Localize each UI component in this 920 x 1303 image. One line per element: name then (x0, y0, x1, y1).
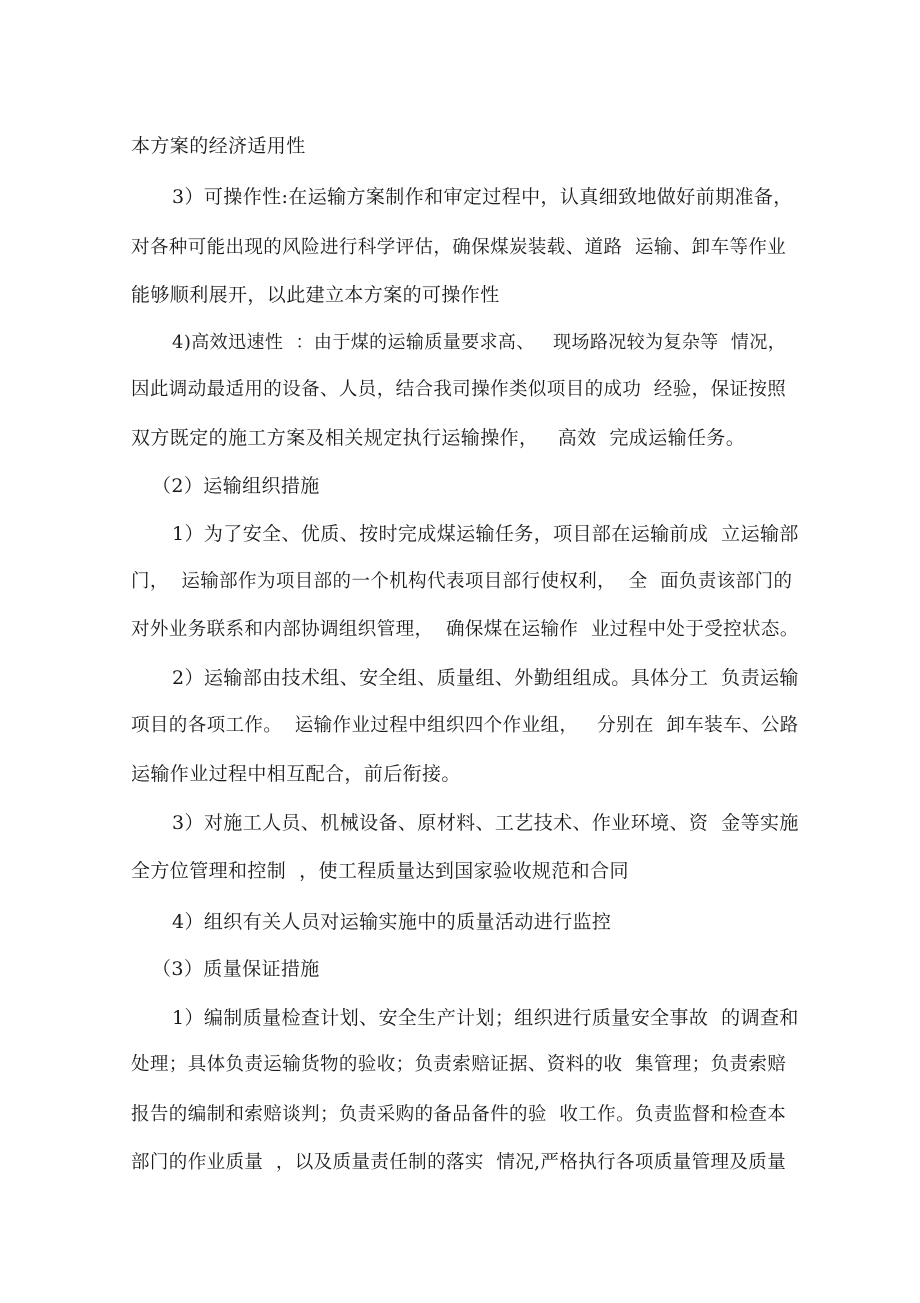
text-line-2: 3）可操作性:在运输方案制作和审定过程中，认真细致地做好前期准备， (172, 186, 793, 208)
text-line-21: 报告的编制和索赔谈判；负责采购的备品备件的验 收工作。负责监督和检查本 (131, 1104, 787, 1125)
text-line-15: 3）对施工人员、机械设备、原材料、工艺技术、作业环境、资 金等实施 (172, 812, 799, 834)
text-line-1: 本方案的经济适用性 (131, 135, 306, 157)
text-line-4: 能够顺利展开，以此建立本方案的可操作性 (131, 284, 500, 306)
text-line-19: 1）编制质量检查计划、安全生产计划；组织进行质量安全事故 的调查和 (172, 1007, 799, 1029)
text-line-14: 运输作业过程中相互配合，前后衔接。 (131, 763, 461, 785)
text-line-12: 2）运输部由技术组、安全组、质量组、外勤组组成。具体分工 负责运输 (172, 667, 799, 689)
text-line-7: 双方既定的施工方案及相关规定执行运输操作， 高效 完成运输任务。 (131, 427, 746, 449)
text-line-22: 部门的作业质量 ，以及质量责任制的落实 情况,严格执行各项质量管理及质量 (131, 1152, 787, 1173)
text-line-9: 1）为了安全、优质、按时完成煤运输任务，项目部在运输前成 立运输部 (172, 523, 799, 545)
text-line-5: 4)高效迅速性 ：由于煤的运输质量要求高、 现场路况较为复杂等 情况， (172, 332, 787, 353)
text-line-11: 对外业务联系和内部协调组织管理， 确保煤在运输作 业过程中处于受控状态。 (131, 619, 799, 640)
text-line-13: 项目的各项工作。 运输作业过程中组织四个作业组， 分别在 卸车装车、公路 (131, 715, 799, 736)
text-line-3: 对各种可能出现的风险进行科学评估，确保煤炭装载、道路 运输、卸车等作业 (131, 237, 787, 258)
text-line-20: 处理；具体负责运输货物的验收；负责索赔证据、资料的收 集管理；负责索赔 (131, 1054, 787, 1075)
text-line-17: 4）组织有关人员对运输实施中的质量活动进行监控 (172, 911, 612, 933)
section-heading-3: （3）质量保证措施 (152, 958, 320, 980)
text-line-10: 门， 运输部作为项目部的一个机构代表项目部行使权利， 全 面负责该部门的 (131, 571, 793, 592)
text-line-16: 全方位管理和控制 ，使工程质量达到国家验收规范和合同 (131, 860, 629, 882)
text-line-6: 因此调动最适用的设备、人员，结合我司操作类似项目的成功 经验，保证按照 (131, 379, 787, 400)
section-heading-2: （2）运输组织措施 (152, 475, 320, 497)
